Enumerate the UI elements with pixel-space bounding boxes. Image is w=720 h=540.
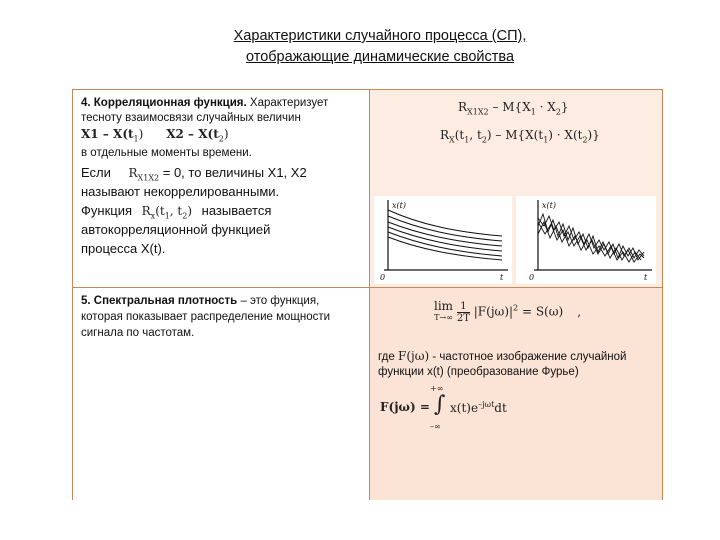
func-sub: x (150, 211, 156, 221)
func-r: R (141, 204, 151, 218)
smooth-curve (388, 210, 502, 236)
spectral-line-2: которая показывает распределение мощности (81, 311, 331, 323)
spectral-body: |F(jω)| (473, 304, 514, 319)
spectral-density-formula (434, 300, 581, 324)
f2-d: 2 (582, 135, 588, 145)
correlation-formula-2 (440, 128, 600, 144)
where-rest: - частотное изображение случайной (432, 351, 627, 363)
spectral-definition (81, 294, 366, 309)
spectral-equals: = S(ω) (521, 304, 564, 319)
correlation-heading: 4. Корреляционная функция. (81, 97, 247, 109)
page-title (170, 26, 590, 68)
where-line-2: функции x(t) (преобразование Фурье) (378, 366, 579, 378)
if-then: то величины Х1, Х2 (188, 165, 307, 180)
spectral-text-cell (73, 288, 370, 500)
title-line-1: Характеристики случайного процесса (СП), (233, 28, 527, 44)
x2-sub: 2 (218, 134, 224, 144)
if-formula (128, 166, 160, 183)
noisy-origin: 0 (529, 273, 535, 282)
title-line-2: отображающие динамические свойства (245, 49, 515, 65)
noisy-graph-svg (516, 196, 656, 284)
func-args: (t (155, 204, 165, 218)
x2-expr: X2 – X(t (166, 127, 219, 141)
where-word: где (378, 351, 395, 363)
f1-right: – M{X (492, 100, 531, 114)
correlation-intro (81, 96, 366, 111)
correlation-text-cell (73, 90, 370, 287)
f2-sub: X (449, 135, 455, 145)
f1-b: 2 (555, 107, 561, 117)
f2-left: R (440, 128, 450, 142)
process-graph-smooth (374, 196, 512, 284)
spectral-comma: , (577, 304, 582, 319)
f1-left: R (458, 100, 468, 114)
process-graph-noisy (516, 196, 656, 284)
smooth-graph-svg (374, 196, 512, 284)
if-formula-r: R (128, 166, 138, 180)
x1-sub: 1 (133, 134, 139, 144)
f2-comma: , t (469, 128, 482, 142)
f2-mid: ) · X(t (548, 128, 583, 142)
noisy-y-label: x(t) (542, 201, 556, 210)
if-equals: = 0, (162, 165, 185, 180)
f2-right: ) – M{X(t (486, 128, 544, 142)
table-row-correlation (73, 90, 662, 288)
frac-num: 1 (457, 301, 470, 313)
limit-word: lim (434, 299, 454, 313)
if-word: Если (81, 165, 111, 180)
func-args-sub2: 2 (182, 211, 188, 221)
ft-exp: –jωt (478, 400, 495, 409)
f2-a: 1 (464, 135, 470, 145)
correlation-line-9: процесса X(t). (81, 241, 166, 256)
f1-sub: X1X2 (467, 107, 489, 117)
correlation-line-2: тесноту взаимосвязи случайных величин (81, 112, 301, 124)
func-args-end: ) (187, 204, 193, 218)
ft-upper: +∞ (430, 384, 444, 393)
function-rest: называется (201, 203, 272, 218)
f1-mid: · X (535, 100, 556, 114)
where-paragraph (378, 348, 662, 365)
ft-body: x(t)e (450, 401, 479, 415)
function-word: Функция (81, 203, 132, 218)
spectral-power: 2 (513, 303, 519, 313)
correlation-line-4: в отдельные моменты времени. (81, 147, 252, 159)
noisy-curve (538, 214, 644, 260)
f2-c: 1 (543, 135, 549, 145)
table-row-spectral (73, 288, 662, 500)
smooth-y-label: x(t) (392, 201, 406, 210)
f2-args: (t (454, 128, 465, 142)
noisy-x-label: t (644, 273, 648, 282)
f1-end: } (560, 100, 569, 114)
one-over-2t (457, 301, 470, 324)
ft-left: F(jω) = (380, 400, 430, 414)
properties-table (72, 89, 663, 500)
where-formula: F(jω) (398, 349, 430, 363)
correlation-formula-1 (458, 100, 569, 116)
correlation-formula-cell (370, 90, 662, 287)
random-variables-formula: $X1 - X(t_1)$ $X2 - X(t_2)$ (81, 127, 229, 144)
spectral-line-3: сигнала по частотам. (81, 327, 195, 339)
frac-den: 2T (456, 312, 470, 324)
ft-body-group (450, 400, 507, 415)
ft-integral: ∫ (434, 392, 446, 417)
correlation-line-6: называют некоррелированными. (81, 184, 280, 199)
function-formula (141, 204, 193, 221)
smooth-x-label: t (500, 273, 504, 282)
ft-lower: –∞ (430, 422, 441, 431)
x1-expr: X1 – X(t (81, 127, 134, 141)
correlation-line-8: автокорреляционной функцией (81, 222, 271, 237)
correlation-intro-rest: Характеризует (249, 97, 329, 109)
func-args-mid: , t (169, 204, 183, 218)
if-formula-sub: X1X2 (137, 173, 160, 183)
spectral-heading: 5. Спектральная плотность (81, 295, 238, 307)
limit-sub: T→∞ (434, 313, 453, 322)
func-args-sub1: 1 (164, 211, 170, 221)
fourier-transform-formula (380, 384, 560, 432)
f1-a: 1 (530, 107, 536, 117)
f2-b: 2 (481, 135, 487, 145)
f2-end: )} (587, 128, 600, 142)
spectral-def-rest: – это функция, (237, 295, 320, 307)
ft-dt: dt (494, 401, 507, 415)
limit-block (434, 300, 453, 324)
spectral-formula-cell (370, 288, 662, 500)
smooth-origin: 0 (380, 273, 386, 282)
